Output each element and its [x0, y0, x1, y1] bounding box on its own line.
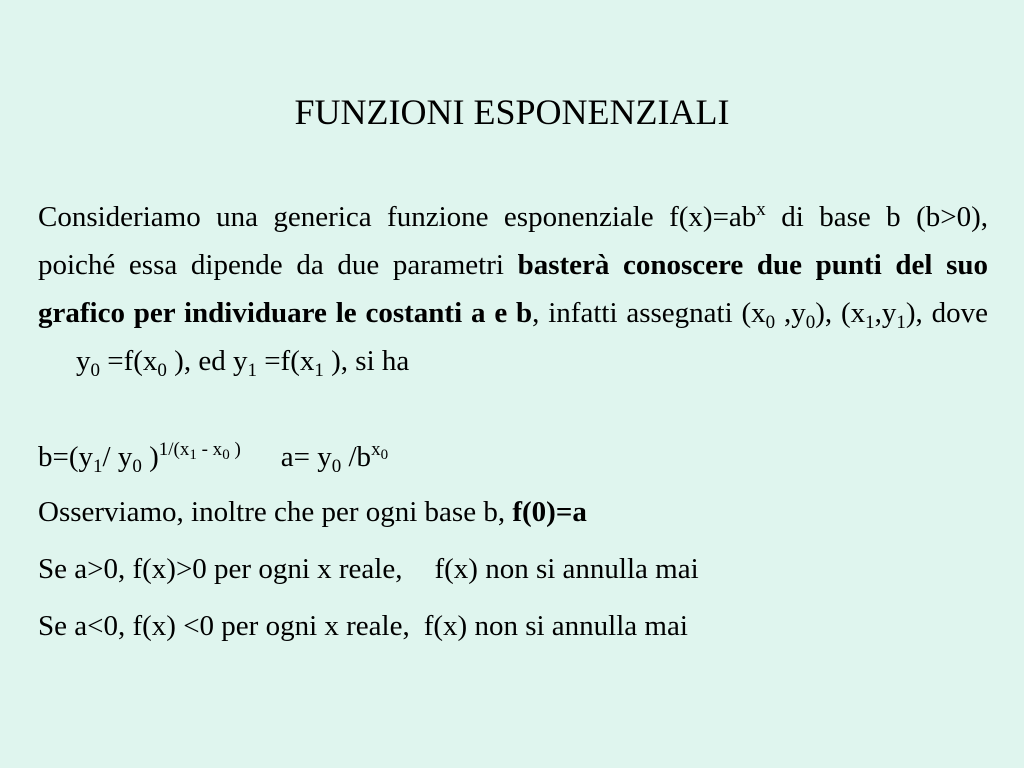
intro-text-10: =f(x: [100, 345, 158, 377]
formula-exp-close: ): [229, 439, 241, 460]
observation-text: Osserviamo, inoltre che per ogni base b,: [38, 496, 513, 528]
intro-text-12: =f(x: [256, 345, 315, 377]
intro-sub-x1-def: 1: [314, 360, 324, 381]
formula-b-exponent: [158, 439, 241, 463]
positive-a-line: [38, 545, 988, 593]
intro-exponent-x: x: [756, 199, 766, 220]
intro-text-9: y: [76, 345, 91, 377]
formula-exp-pre: 1/(x: [158, 439, 190, 460]
intro-sub-y0: 0: [805, 312, 816, 333]
formula-a-exponent: [371, 439, 389, 463]
formula-b-sub-1: 1: [93, 456, 103, 477]
negative-a-consequence: f(x) non si annulla mai: [423, 610, 688, 642]
intro-sub-x1: 1: [865, 312, 875, 333]
formula-b-mid: / y: [102, 441, 133, 473]
intro-paragraph: [38, 193, 988, 385]
formula-exp-mid: - x: [196, 439, 223, 460]
intro-bold-statement: basterà conoscere due punti del suo grafico per individuare le costanti a e b: [38, 249, 988, 329]
intro-sub-x0: 0: [765, 312, 776, 333]
formula-exp-sub-0: 0: [222, 447, 230, 463]
intro-sub-y1-def: 1: [247, 360, 257, 381]
formula-a-exp-x: x: [371, 439, 381, 460]
slide-title: FUNZIONI ESPONENZIALI: [294, 92, 730, 132]
formula-a-sub-0: 0: [331, 456, 342, 477]
intro-text-7: ,y: [874, 297, 897, 329]
formula-b-text: b=(y: [38, 441, 94, 473]
negative-a-condition: Se a<0, f(x) <0 per ogni x reale,: [38, 610, 410, 642]
intro-text-6: ), (x: [815, 297, 866, 329]
observation-bold: f(0)=a: [512, 496, 587, 528]
intro-sub-y0-def: 0: [90, 360, 100, 381]
formula-a-text: a= y: [280, 441, 332, 473]
intro-text-4: , infatti assegnati (x: [532, 297, 766, 329]
intro-text-8: ), dove: [905, 297, 989, 329]
intro-text-2: di base b (b>0), poiché essa dipende da due parametri: [38, 201, 988, 281]
intro-text-5: ,y: [775, 297, 806, 329]
formula-b-sub-0: 0: [132, 456, 142, 477]
formula-a-mid: /b: [341, 441, 372, 473]
intro-text-13: ), si ha: [323, 345, 410, 377]
formula-line: [38, 433, 988, 481]
observation-line: [38, 488, 988, 536]
intro-text-1: Consideriamo una generica funzione esponenziale f(x)=ab: [38, 201, 757, 233]
formula-a-exp-sub-0: 0: [380, 447, 389, 463]
formula-b-close: ): [141, 441, 159, 473]
intro-sub-y1: 1: [896, 312, 906, 333]
intro-sub-x0-def: 0: [157, 360, 167, 381]
intro-text-11: ), ed y: [166, 345, 248, 377]
formula-exp-sub-1: 1: [189, 447, 197, 463]
negative-a-line: [38, 602, 988, 650]
positive-a-condition: Se a>0, f(x)>0 per ogni x reale,: [38, 553, 403, 585]
positive-a-consequence: f(x) non si annulla mai: [434, 553, 699, 585]
